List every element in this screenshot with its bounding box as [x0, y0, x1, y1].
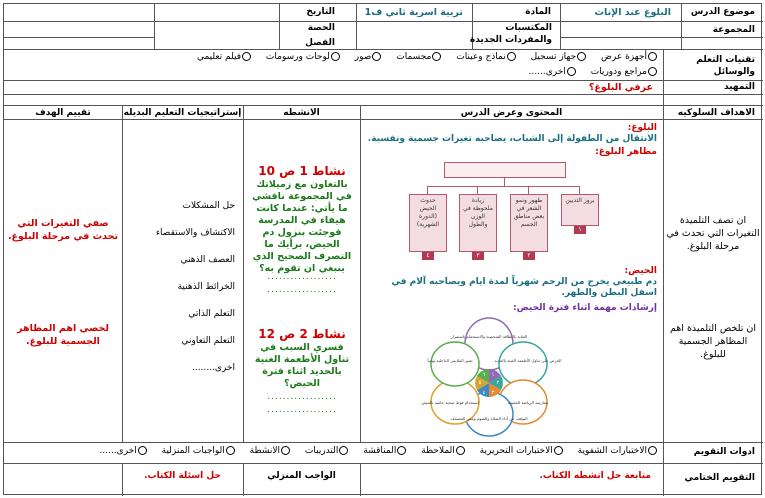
grid-line — [360, 463, 361, 496]
homework-label: الواجب المنزلي — [267, 471, 336, 481]
assessment-option[interactable]: التدريبات — [305, 446, 348, 456]
flower-number: ٤ — [482, 390, 486, 396]
grid-line — [4, 21, 763, 22]
activity-1-answer-line: .................. — [267, 272, 337, 282]
final-label: التقويم الختامي — [684, 473, 755, 483]
period-label: الحصة — [307, 23, 335, 33]
tech-option[interactable]: صور — [355, 52, 382, 62]
guidance-flower-diagram — [421, 316, 562, 438]
flower-petal-text: تغيير الملابس الداخلية يومياً — [427, 358, 473, 363]
flower-petal-text: التوقف عن أداء الصلاة والصوم ومس المصحف — [450, 416, 528, 421]
diagram-root-box — [444, 162, 566, 178]
diagram-connector — [427, 186, 428, 194]
assessment-option[interactable]: الانشطة — [250, 446, 290, 456]
col-objectives: الاهداف السلوكيه — [677, 108, 755, 118]
radio-circle-icon — [242, 52, 251, 61]
diagram-box: حدوث الحيض (الدورة الشهرية) — [409, 194, 447, 252]
menses-title: الحيض: — [624, 266, 657, 276]
objective-2: ان تلخص التلميذة اهم المظاهر الجسمية للبلوغ. — [669, 323, 757, 360]
col-activities: الانشطه — [283, 108, 320, 118]
strategy-item: اخرى........ — [192, 363, 235, 373]
grid-line — [4, 94, 763, 95]
radio-circle-icon — [507, 52, 516, 61]
diagram-connector — [528, 186, 529, 194]
diagram-connector — [477, 186, 478, 194]
strategy-item: حل المشكلات — [182, 201, 235, 211]
assessment-option[interactable]: الواجبات المنزلية — [162, 446, 235, 456]
diagram-box: بروز الثديين — [561, 194, 599, 226]
tech-option[interactable]: نماذج وعينات — [456, 52, 516, 62]
guidance-title: إرشادات مهمة اثناء فترة الحيض: — [513, 303, 657, 313]
diagram-number: ٤ — [422, 252, 434, 260]
assessment-option[interactable]: الاختبارات التحريرية — [480, 446, 563, 456]
tech-option[interactable]: مجسمات — [396, 52, 441, 62]
flower-petal — [431, 342, 479, 386]
homework-text: حل اسئلة الكتاب. — [144, 471, 221, 481]
grid-line — [560, 37, 763, 38]
tech-option[interactable]: لوحات ورسومات — [266, 52, 340, 62]
evaluation-2: لخصي اهم المظاهر الجسمية للبلوغ. — [17, 323, 109, 347]
tech-option[interactable]: أجهزة عرض — [601, 52, 657, 62]
diagram-box: زيادة ملحوظة في الوزن والطول — [459, 194, 497, 252]
lesson-plan-page — [3, 3, 762, 495]
radio-circle-icon — [372, 52, 381, 61]
radio-circle-icon — [138, 446, 147, 455]
grid-line — [4, 442, 763, 443]
lesson-topic-value: البلوغ عند الإناث — [594, 7, 671, 18]
flower-number: ٢ — [496, 380, 500, 386]
strategy-item: العصف الذهني — [180, 255, 235, 265]
grid-line — [360, 105, 361, 442]
diagram-connector — [504, 178, 505, 186]
tech-option[interactable]: اخرى...... — [529, 67, 576, 77]
grid-line — [154, 4, 155, 49]
grid-line — [279, 4, 280, 49]
tech-options — [7, 52, 657, 62]
flower-number: ٦ — [482, 372, 486, 378]
puberty-signs-diagram — [404, 160, 604, 264]
grid-line — [4, 119, 763, 120]
subject-value: تربية اسرية ثاني ف1 — [364, 7, 463, 18]
activity-2-answer-line: .................. — [267, 405, 337, 415]
assessment-options — [7, 446, 657, 456]
tech-option[interactable]: فيلم تعليمي — [197, 52, 251, 62]
flower-number: ١ — [491, 372, 495, 378]
grid-line — [4, 105, 763, 106]
radio-circle-icon — [648, 52, 657, 61]
flower-petal-text: استخدام فوط صحية خاصة بالحيض — [421, 400, 479, 405]
vocab-label: المكتسبات والمفردات الجديدة — [469, 23, 552, 45]
radio-circle-icon — [339, 446, 348, 455]
radio-circle-icon — [456, 446, 465, 455]
strategy-item: الاكتشاف والاستقصاء — [155, 228, 235, 238]
final-text: متابعة حل انشطه الكتاب. — [539, 471, 651, 481]
radio-circle-icon — [648, 446, 657, 455]
grid-line — [4, 49, 763, 50]
strategy-item: التعلم التعاوني — [181, 336, 235, 346]
subject-label: المادة — [525, 7, 551, 17]
diagram-number: ٢ — [523, 252, 535, 260]
grid-line — [4, 463, 763, 464]
grid-line — [243, 105, 244, 442]
activity-2-body: فسري السبب في تناول الأطعمة الغنية بالحديد اثناء فترة الحيض؟ — [254, 342, 350, 389]
flower-number: ٥ — [478, 380, 482, 386]
activity-1-answer-line: .................. — [267, 285, 337, 295]
assessment-label: ادوات التقويم — [693, 447, 755, 457]
radio-circle-icon — [331, 52, 340, 61]
col-evaluation: تقييم الهدف — [35, 108, 91, 118]
date-label: التاريخ — [306, 7, 335, 17]
assessment-option[interactable]: المناقشة — [363, 446, 406, 456]
grid-line — [681, 4, 682, 49]
diagram-connector — [427, 186, 579, 187]
radio-circle-icon — [577, 52, 586, 61]
radio-circle-icon — [432, 52, 441, 61]
menses-text: دم طبيعي يخرج من الرحم شهرياً لمدة ايام ويصاحبه آلام في اسفل البطن والظهر. — [391, 277, 657, 298]
grid-line — [663, 49, 664, 105]
assessment-option[interactable]: الملاحظة — [421, 446, 465, 456]
grid-line — [663, 105, 664, 442]
evaluation-1: صفي التغيرات التي تحدث في مرحلة البلوغ. — [7, 218, 119, 242]
radio-circle-icon — [648, 67, 657, 76]
radio-circle-icon — [554, 446, 563, 455]
tech-option[interactable]: مراجع ودوريات — [591, 67, 657, 77]
col-content: المحتوى وعرض الدرس — [460, 108, 563, 118]
activity-2-title: نشاط 2 ص 12 — [258, 327, 346, 341]
intro-text: عرفي البلوغ؟ — [588, 82, 653, 93]
strategy-item: التعلم الذاتي — [188, 309, 235, 319]
diagram-number: ٣ — [472, 252, 484, 260]
diagram-number: ١ — [574, 226, 586, 234]
signs-title: مظاهر البلوغ: — [595, 147, 657, 157]
radio-circle-icon — [281, 446, 290, 455]
grid-line — [4, 37, 154, 38]
radio-circle-icon — [226, 446, 235, 455]
grid-line — [663, 442, 664, 496]
tech-option[interactable]: جهاز تسجيل — [531, 52, 587, 62]
intro-label: التمهيد — [724, 82, 755, 92]
grid-line — [4, 80, 763, 81]
col-strategies: إستراتيجيات التعليم البديله — [123, 108, 242, 118]
radio-circle-icon — [397, 446, 406, 455]
assessment-option[interactable]: اخرى...... — [100, 446, 147, 456]
grid-line — [356, 4, 357, 49]
assessment-option[interactable]: الاختبارات الشفوية — [578, 446, 657, 456]
tech-options-2 — [257, 67, 657, 77]
tech-label: تقنيات التعلم والوسائل — [696, 55, 755, 77]
activity-1-body: بالتعاون مع زميلاتك في المجموعة ناقشي ما يأتي: عندما كانت هيفاء في المدرسة فوجئت بنزول دم الحيض، برأيك ما التصرف الصحيح الذي ينبغي ان تقوم به؟ — [252, 179, 352, 274]
strategy-item: الخرائط الذهنية — [177, 282, 235, 292]
flower-petal-text: الحرص على تناول الأطعمة الغنية بالحديد — [494, 358, 562, 363]
flower-petal-text: ممارسة الرياضة الخفيفة — [507, 400, 549, 405]
grid-line — [122, 105, 123, 442]
objective-1: ان تصف التلميذة التغيرات التي تحدث في مرحلة البلوغ. — [666, 215, 760, 252]
activity-1-title: نشاط 1 ص 10 — [258, 164, 346, 178]
diagram-connector — [579, 186, 580, 194]
group-label: المجموعة — [712, 25, 755, 35]
radio-circle-icon — [567, 67, 576, 76]
puberty-text: الانتقال من الطفولة إلى الشباب، يصاحبه تغيرات جسمية ونفسية. — [367, 134, 657, 144]
flower-petal-text: العناية بالنظافة الشخصية والاستحمام باستمرار — [450, 334, 528, 339]
diagram-box: ظهور ونمو الشعر في بعض مناطق الجسم — [510, 194, 548, 252]
flower-number: ٣ — [491, 390, 495, 396]
puberty-title: البلوغ: — [627, 123, 657, 133]
class-label: الفصل — [305, 38, 335, 48]
activity-2-answer-line: .................. — [267, 392, 337, 402]
grid-line — [560, 4, 561, 49]
lesson-topic-label: موضوع الدرس — [690, 7, 755, 17]
